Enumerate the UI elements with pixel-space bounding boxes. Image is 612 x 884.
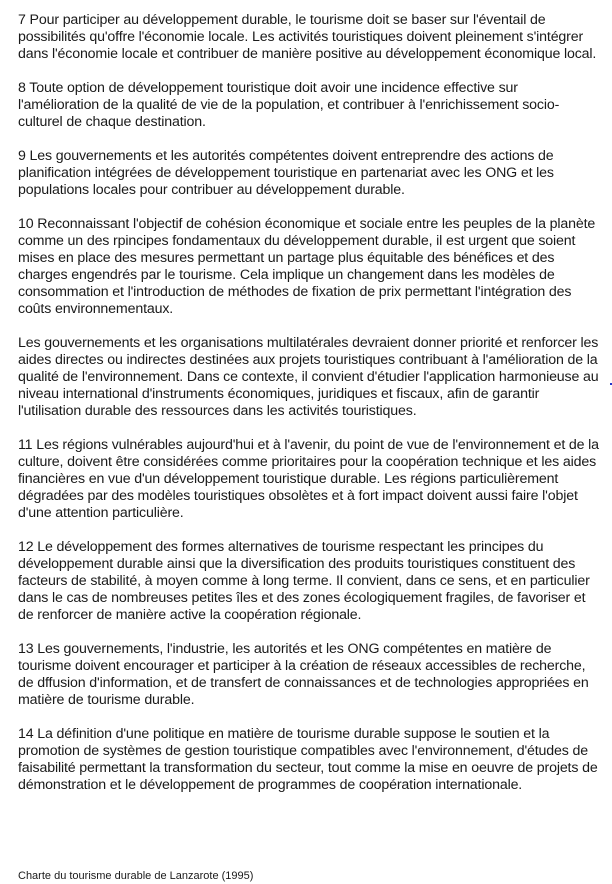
paragraph-article-8: 8 Toute option de développement touristique doit avoir une incidence effective sur l'amélioration de la qualité de vie de la population, et contribuer à l'enrichissement socio-culturel de chaque destination.: [18, 80, 560, 130]
paragraph-article-10: 10 Reconnaissant l'objectif de cohésion économique et sociale entre les peuples de la planète comme un des rpincipes fondamentaux du développement durable, il est urgent que soient mises en place des mesures permettant un partage plus équitable des bénéfices et des charges engendrés par le tourisme. Cela implique un changement dans les modèles de consommation et l'introduction de méthodes de fixation de prix permettant l'intégration des coûts environnementaux.: [18, 216, 596, 317]
paragraph-article-12: 12 Le développement des formes alternatives de tourisme respectant les principes du développement durable ainsi que la diversification des produits touristiques constituent des facteurs de stabilité, à moyen comme à long terme. Il convient, dans ce sens, et en particulier dans le cas de nombreuses petites îles et des zones écologiquement fragiles, de favoriser et de renforcer de manière active la coopération régionale.: [18, 539, 590, 623]
paragraph-article-7: 7 Pour participer au développement durable, le tourisme doit se baser sur l'éventail de possibilités qu'offre l'économie locale. Les activités touristiques doivent pleinement s'intégrer dans l'économie locale et contribuer de manière positive au développement économique local.: [18, 12, 597, 62]
paragraph-article-13: 13 Les gouvernements, l'industrie, les autorités et les ONG compétentes en matière de tourisme doivent encourager et participer à la création de réseaux accessibles de recherche, de dffusion d'information, et de transfert de connaissances et de technologies appropriées en matière de tourisme durable.: [18, 641, 589, 708]
paragraph-article-14: 14 La définition d'une politique en matière de tourisme durable suppose le soutien et la promotion de systèmes de gestion touristique compatibles avec l'environnement, d'études de faisabilité permettant la transformation du secteur, tout comme la mise en oeuvre de projets de démonstration et le développement de programmes de coopération internationale.: [18, 726, 598, 793]
paragraph-article-11: 11 Les régions vulnérables aujourd'hui et à l'avenir, du point de vue de l'environnement et de la culture, doivent être considérées comme prioritaires pour la coopération technique et les aides financières en vue d'un développement touristique durable. Les régions particulièrement dégradées par des modèles touristiques obsolètes et à fort impact doivent aussi faire l'objet d'une attention particulière.: [18, 437, 599, 521]
source-citation: Charte du tourisme durable de Lanzarote (1995): [18, 870, 254, 882]
paragraph-article-10-continued: Les gouvernements et les organisations multilatérales devraient donner priorité et renforcer les aides directes ou indirectes destinées aux projets touristiques contribuant à l'amélioration de la qualité de l'environnement. Dans ce contexte, il convient d'étudier l'application harmonieuse au niveau international d'instruments économiques, juridiques et fiscaux, afin de garantir l'utilisation durable des ressources dans les activités touristiques.: [18, 335, 599, 419]
paragraph-article-9: 9 Les gouvernements et les autorités compétentes doivent entreprendre des actions de planification intégrées de développement touristique en partenariat avec les ONG et les populations locales pour contribuer au développement durable.: [18, 148, 554, 198]
document-body: [18, 12, 602, 811]
